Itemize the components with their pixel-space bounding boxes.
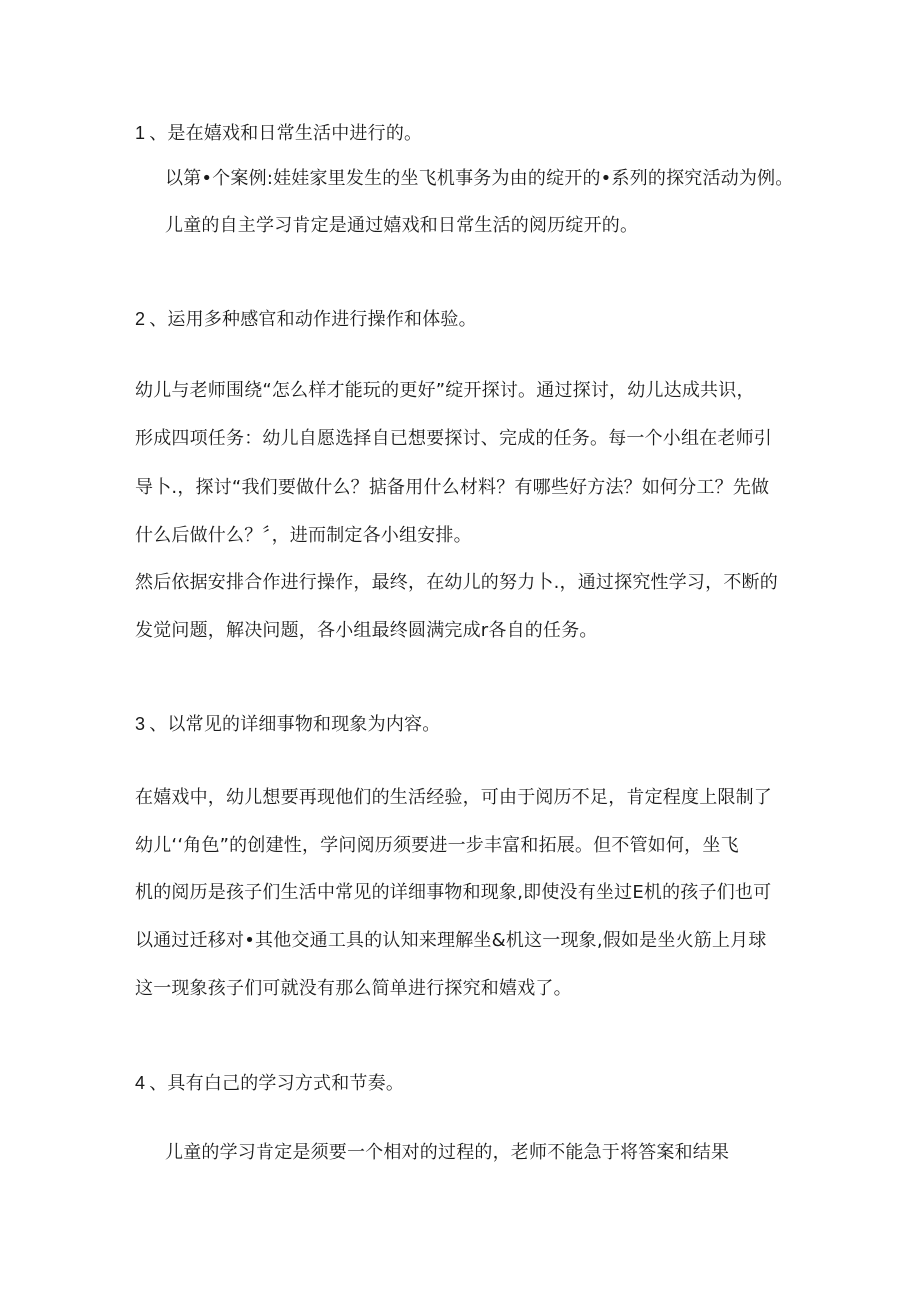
section-1-heading xyxy=(135,121,422,146)
section-2-line-4: 什么后做什么？〞，进而制定各小组安排。 xyxy=(135,525,472,546)
section-2-line-6: 发觉问题，解决问题，各小组最终圆满完成r各自的任务。 xyxy=(135,620,598,641)
section-4-number: 4 xyxy=(135,1073,146,1093)
section-2-heading xyxy=(135,307,477,332)
section-1-number: 1 xyxy=(135,123,146,143)
section-1-title: 、是在嬉戏和日常生活中进行的。 xyxy=(149,123,423,144)
section-3-line-4: 以通过迁移对•其他交通工具的认知来理解坐&机这一现象,假如是坐火筋上月球 xyxy=(135,930,767,951)
section-1-line-1: 以第•个案例:娃娃家里发生的坐飞机事务为由的绽开的•系列的探究活动为例。 xyxy=(165,168,794,189)
section-2-line-5: 然后依据安排合作进行操作，最终，在幼儿的努力卜.，通过探究性学习，不断的 xyxy=(135,572,778,593)
section-3-line-5: 这一现象孩子们可就没有那么简单进行探究和嬉戏了。 xyxy=(135,978,572,999)
section-3-line-3: 机的阅历是孩子们生活中常见的详细事物和现象,即使没有坐过E机的孩子们也可 xyxy=(135,882,772,903)
section-2-number: 2 xyxy=(135,309,146,329)
section-4-line-1: 儿童的学习肯定是须要一个相对的过程的，老师不能急于将答案和结果 xyxy=(165,1142,730,1163)
section-3-number: 3 xyxy=(135,714,146,734)
section-3-title: 、以常见的详细事物和现象为内容。 xyxy=(149,714,441,735)
section-3-heading xyxy=(135,712,440,737)
section-3-line-1: 在嬉戏中，幼儿想要再现他们的生活经验，可由于阅历不足，肯定程度上限制了 xyxy=(135,787,772,808)
section-2-line-2: 形成四项任务：幼儿自愿选择自已想要探讨、完成的任务。每一个小组在老师引 xyxy=(135,428,772,449)
section-2-line-3: 导卜.，探讨“我们要做什么？掂备用什么材料？有哪些好方法？如何分工？先做 xyxy=(135,477,770,498)
section-2-title: 、运用多种感官和动作进行操作和体验。 xyxy=(149,309,477,330)
section-4-title: 、具有白己的学习方式和节奏。 xyxy=(149,1073,405,1094)
section-3-line-2: 幼儿‘‘角色”的创建性，学问阅历须要进一步丰富和拓展。但不管如何，坐飞 xyxy=(135,835,739,856)
section-1-line-2: 儿童的自主学习肯定是通过嬉戏和日常生活的阅历绽开的。 xyxy=(165,215,639,236)
section-4-heading xyxy=(135,1071,404,1096)
section-2-line-1: 幼儿与老师围绕“怎么样才能玩的更好”绽开探讨。通过探讨，幼儿达成共识， xyxy=(135,380,755,401)
